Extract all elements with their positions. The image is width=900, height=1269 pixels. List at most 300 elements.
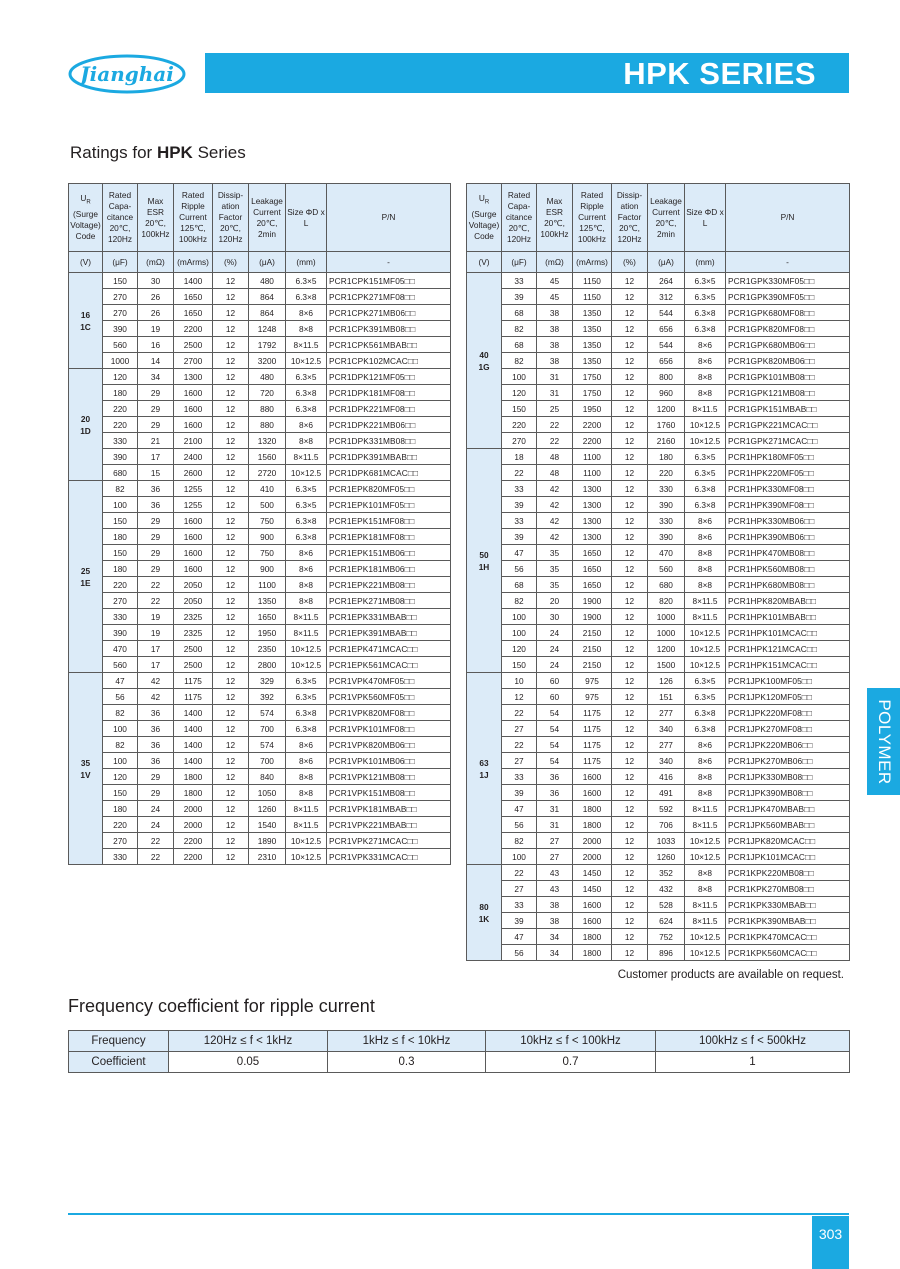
- header-max-esr: Max ESR 20℃, 100kHz: [537, 184, 573, 252]
- df-cell: 12: [612, 481, 648, 497]
- df-cell: 12: [213, 273, 249, 289]
- leakage-cell: 864: [249, 289, 286, 305]
- header-row: [467, 184, 850, 252]
- ripple-cell: 2150: [573, 657, 612, 673]
- size-cell: 8×8: [286, 577, 327, 593]
- size-cell: 10×12.5: [685, 945, 726, 961]
- voltage-value: 63: [479, 757, 489, 768]
- esr-cell: 35: [537, 545, 573, 561]
- leakage-cell: 1050: [249, 785, 286, 801]
- voltage-group: [467, 673, 502, 865]
- voltage-value: 80: [479, 901, 489, 912]
- part-number-cell: PCR1CPK271MF08□□: [327, 289, 451, 305]
- capacitance-cell: 27: [502, 753, 537, 769]
- part-number-cell: PCR1HPK560MB08□□: [726, 561, 850, 577]
- size-cell: 8×6: [286, 753, 327, 769]
- ripple-cell: 1650: [573, 561, 612, 577]
- leakage-cell: 896: [648, 945, 685, 961]
- leakage-cell: 340: [648, 753, 685, 769]
- leakage-cell: 560: [648, 561, 685, 577]
- esr-cell: 38: [537, 337, 573, 353]
- capacitance-cell: 220: [502, 417, 537, 433]
- table-row: [69, 577, 451, 593]
- coefficient-label: Coefficient: [69, 1052, 169, 1073]
- esr-cell: 21: [138, 433, 174, 449]
- leakage-cell: 1200: [648, 641, 685, 657]
- df-cell: 12: [612, 433, 648, 449]
- size-cell: 8×11.5: [685, 401, 726, 417]
- capacitance-cell: 68: [502, 305, 537, 321]
- part-number-cell: PCR1JPK390MB08□□: [726, 785, 850, 801]
- size-cell: 6.3×8: [685, 497, 726, 513]
- unit-cell: (μF): [103, 252, 138, 273]
- ripple-cell: 2200: [573, 433, 612, 449]
- side-tab-label: POLYMER: [875, 698, 894, 785]
- leakage-cell: 752: [648, 929, 685, 945]
- table-row: [467, 513, 850, 529]
- ripple-cell: 975: [573, 673, 612, 689]
- capacitance-cell: 150: [502, 657, 537, 673]
- ripple-cell: 1300: [573, 497, 612, 513]
- df-cell: 12: [213, 705, 249, 721]
- size-cell: 8×6: [286, 737, 327, 753]
- header-rated-voltage: $U_R$ (Surge Voltage) Code: [467, 184, 502, 252]
- size-cell: 6.3×5: [286, 497, 327, 513]
- leakage-cell: 900: [249, 529, 286, 545]
- size-cell: 8×8: [685, 785, 726, 801]
- leakage-cell: 2800: [249, 657, 286, 673]
- leakage-cell: 340: [648, 721, 685, 737]
- part-number-cell: PCR1HPK180MF05□□: [726, 449, 850, 465]
- leakage-cell: 500: [249, 497, 286, 513]
- esr-cell: 29: [138, 401, 174, 417]
- part-number-cell: PCR1DPK391MBAB□□: [327, 449, 451, 465]
- capacitance-cell: 180: [103, 385, 138, 401]
- df-cell: 12: [612, 785, 648, 801]
- size-cell: 10×12.5: [685, 833, 726, 849]
- ripple-cell: 1800: [573, 817, 612, 833]
- esr-cell: 42: [537, 481, 573, 497]
- esr-cell: 38: [537, 913, 573, 929]
- ripple-cell: 2000: [174, 817, 213, 833]
- ripple-cell: 1600: [573, 785, 612, 801]
- leakage-cell: 390: [648, 529, 685, 545]
- size-cell: 6.3×5: [685, 449, 726, 465]
- part-number-cell: PCR1GPK330MF05□□: [726, 273, 850, 289]
- availability-note: Customer products are available on request.: [617, 969, 844, 981]
- table-row: [467, 897, 850, 913]
- table-row: [69, 353, 451, 369]
- header-capacitance: Rated Capa-citance 20℃, 120Hz: [103, 184, 138, 252]
- esr-cell: 29: [138, 417, 174, 433]
- unit-cell: (mArms): [174, 252, 213, 273]
- esr-cell: 31: [537, 369, 573, 385]
- frequency-range: 120Hz ≤ f < 1kHz: [169, 1031, 328, 1052]
- df-cell: 12: [213, 769, 249, 785]
- part-number-cell: PCR1JPK470MBAB□□: [726, 801, 850, 817]
- df-cell: 12: [213, 529, 249, 545]
- part-number-cell: PCR1JPK270MB06□□: [726, 753, 850, 769]
- leakage-cell: 410: [249, 481, 286, 497]
- part-number-cell: PCR1HPK820MBAB□□: [726, 593, 850, 609]
- esr-cell: 27: [537, 833, 573, 849]
- esr-cell: 22: [537, 417, 573, 433]
- ripple-cell: 1800: [174, 785, 213, 801]
- capacitance-cell: 82: [103, 481, 138, 497]
- size-cell: 8×11.5: [685, 913, 726, 929]
- header-leakage-current: Leakage Current 20℃, 2min: [249, 184, 286, 252]
- df-cell: 12: [612, 321, 648, 337]
- table-row: [467, 737, 850, 753]
- size-cell: 8×6: [685, 513, 726, 529]
- size-cell: 10×12.5: [685, 433, 726, 449]
- capacitance-cell: 22: [502, 705, 537, 721]
- df-cell: 12: [213, 289, 249, 305]
- esr-cell: 42: [537, 529, 573, 545]
- leakage-cell: 864: [249, 305, 286, 321]
- df-cell: 12: [612, 353, 648, 369]
- ripple-cell: 1300: [573, 513, 612, 529]
- leakage-cell: 329: [249, 673, 286, 689]
- size-cell: 8×8: [286, 785, 327, 801]
- df-cell: 12: [612, 833, 648, 849]
- size-cell: 8×11.5: [685, 801, 726, 817]
- leakage-cell: 840: [249, 769, 286, 785]
- esr-cell: 26: [138, 305, 174, 321]
- esr-cell: 34: [537, 929, 573, 945]
- leakage-cell: 1260: [648, 849, 685, 865]
- leakage-cell: 700: [249, 753, 286, 769]
- esr-cell: 29: [138, 529, 174, 545]
- part-number-cell: PCR1GPK390MF05□□: [726, 289, 850, 305]
- frequency-row: [69, 1031, 850, 1052]
- leakage-cell: 528: [648, 897, 685, 913]
- capacitance-cell: 270: [103, 305, 138, 321]
- table-row: [467, 801, 850, 817]
- esr-cell: 34: [138, 369, 174, 385]
- unit-cell: (%): [213, 252, 249, 273]
- leakage-cell: 656: [648, 321, 685, 337]
- size-cell: 6.3×8: [286, 385, 327, 401]
- part-number-cell: PCR1CPK151MF05□□: [327, 273, 451, 289]
- part-number-cell: PCR1VPK101MF08□□: [327, 721, 451, 737]
- leakage-cell: 1560: [249, 449, 286, 465]
- unit-cell: (μA): [249, 252, 286, 273]
- leakage-cell: 1248: [249, 321, 286, 337]
- capacitance-cell: 33: [502, 481, 537, 497]
- df-cell: 12: [612, 753, 648, 769]
- part-number-cell: PCR1HPK680MB08□□: [726, 577, 850, 593]
- ripple-cell: 1650: [573, 577, 612, 593]
- capacitance-cell: 100: [502, 625, 537, 641]
- table-row: [467, 465, 850, 481]
- capacitance-cell: 39: [502, 785, 537, 801]
- df-cell: 12: [612, 945, 648, 961]
- df-cell: 12: [213, 673, 249, 689]
- table-row: [467, 385, 850, 401]
- capacitance-cell: 270: [103, 289, 138, 305]
- esr-cell: 38: [537, 897, 573, 913]
- ripple-cell: 1750: [573, 369, 612, 385]
- df-cell: 12: [213, 641, 249, 657]
- esr-cell: 36: [138, 721, 174, 737]
- voltage-code: 1D: [80, 425, 91, 436]
- ripple-cell: 2050: [174, 593, 213, 609]
- df-cell: 12: [213, 737, 249, 753]
- ripple-cell: 2200: [174, 321, 213, 337]
- capacitance-cell: 120: [103, 369, 138, 385]
- capacitance-cell: 270: [502, 433, 537, 449]
- esr-cell: 35: [537, 561, 573, 577]
- coefficient-value: 0.3: [328, 1052, 486, 1073]
- size-cell: 8×8: [685, 545, 726, 561]
- capacitance-cell: 120: [502, 385, 537, 401]
- esr-cell: 17: [138, 641, 174, 657]
- part-number-cell: PCR1DPK221MB06□□: [327, 417, 451, 433]
- df-cell: 12: [612, 545, 648, 561]
- size-cell: 6.3×8: [685, 721, 726, 737]
- capacitance-cell: 100: [103, 753, 138, 769]
- capacitance-cell: 39: [502, 289, 537, 305]
- capacitance-cell: 82: [502, 353, 537, 369]
- ripple-cell: 1300: [174, 369, 213, 385]
- table-row: [69, 321, 451, 337]
- frequency-range: 1kHz ≤ f < 10kHz: [328, 1031, 486, 1052]
- table-row: [467, 785, 850, 801]
- leakage-cell: 880: [249, 417, 286, 433]
- part-number-cell: PCR1DPK181MF08□□: [327, 385, 451, 401]
- esr-cell: 22: [138, 577, 174, 593]
- size-cell: 8×8: [685, 369, 726, 385]
- size-cell: 6.3×8: [286, 705, 327, 721]
- df-cell: 12: [213, 561, 249, 577]
- leakage-cell: 491: [648, 785, 685, 801]
- capacitance-cell: 39: [502, 529, 537, 545]
- part-number-cell: PCR1JPK120MF05□□: [726, 689, 850, 705]
- table-row: [69, 497, 451, 513]
- unit-cell: (mm): [685, 252, 726, 273]
- leakage-cell: 330: [648, 513, 685, 529]
- df-cell: 12: [612, 369, 648, 385]
- part-number-cell: PCR1CPK102MCAC□□: [327, 353, 451, 369]
- leakage-cell: 432: [648, 881, 685, 897]
- esr-cell: 29: [138, 385, 174, 401]
- table-row: [467, 945, 850, 961]
- unit-cell: (mΩ): [537, 252, 573, 273]
- ripple-cell: 1400: [174, 737, 213, 753]
- table-row: [467, 545, 850, 561]
- ripple-cell: 1175: [174, 673, 213, 689]
- part-number-cell: PCR1JPK220MF08□□: [726, 705, 850, 721]
- esr-cell: 22: [138, 849, 174, 865]
- header-dissipation-factor: Dissip-ation Factor 20℃, 120Hz: [612, 184, 648, 252]
- table-row: [467, 929, 850, 945]
- part-number-cell: PCR1GPK101MB08□□: [726, 369, 850, 385]
- esr-cell: 54: [537, 705, 573, 721]
- ripple-cell: 1175: [573, 721, 612, 737]
- df-cell: 12: [213, 337, 249, 353]
- frequency-range: 100kHz ≤ f < 500kHz: [656, 1031, 850, 1052]
- table-row: [69, 305, 451, 321]
- ripple-cell: 2000: [573, 833, 612, 849]
- df-cell: 12: [213, 321, 249, 337]
- table-row: [467, 273, 850, 289]
- part-number-cell: PCR1HPK390MF08□□: [726, 497, 850, 513]
- ripple-cell: 1650: [573, 545, 612, 561]
- size-cell: 6.3×8: [286, 513, 327, 529]
- capacitance-cell: 330: [103, 849, 138, 865]
- capacitance-cell: 220: [103, 417, 138, 433]
- unit-cell: (μA): [648, 252, 685, 273]
- table-row: [467, 625, 850, 641]
- capacitance-cell: 270: [103, 833, 138, 849]
- df-cell: 12: [213, 625, 249, 641]
- capacitance-cell: 220: [103, 817, 138, 833]
- leakage-cell: 900: [249, 561, 286, 577]
- size-cell: 6.3×5: [286, 273, 327, 289]
- size-cell: 8×6: [685, 737, 726, 753]
- esr-cell: 19: [138, 321, 174, 337]
- units-row: [69, 252, 451, 273]
- ripple-cell: 1175: [573, 705, 612, 721]
- leakage-cell: 960: [648, 385, 685, 401]
- capacitance-cell: 68: [502, 577, 537, 593]
- table-row: [69, 545, 451, 561]
- part-number-cell: PCR1GPK271MCAC□□: [726, 433, 850, 449]
- ripple-cell: 2000: [573, 849, 612, 865]
- coefficient-row: [69, 1052, 850, 1073]
- part-number-cell: PCR1HPK220MF05□□: [726, 465, 850, 481]
- leakage-cell: 544: [648, 337, 685, 353]
- table-row: [467, 561, 850, 577]
- capacitance-cell: 33: [502, 273, 537, 289]
- df-cell: 12: [213, 785, 249, 801]
- size-cell: 8×11.5: [286, 817, 327, 833]
- capacitance-cell: 390: [103, 449, 138, 465]
- part-number-cell: PCR1VPK221MBAB□□: [327, 817, 451, 833]
- capacitance-cell: 150: [103, 785, 138, 801]
- size-cell: 6.3×5: [685, 289, 726, 305]
- table-row: [69, 785, 451, 801]
- df-cell: 12: [612, 401, 648, 417]
- ripple-cell: 1800: [573, 945, 612, 961]
- ripple-cell: 2600: [174, 465, 213, 481]
- esr-cell: 36: [138, 737, 174, 753]
- table-row: [69, 673, 451, 689]
- table-row: [69, 641, 451, 657]
- size-cell: 6.3×5: [685, 273, 726, 289]
- leakage-cell: 220: [648, 465, 685, 481]
- leakage-cell: 416: [648, 769, 685, 785]
- size-cell: 6.3×5: [286, 481, 327, 497]
- voltage-value: 25: [80, 565, 91, 576]
- esr-cell: 45: [537, 273, 573, 289]
- df-cell: 12: [213, 449, 249, 465]
- ripple-cell: 1450: [573, 881, 612, 897]
- df-cell: 12: [213, 817, 249, 833]
- part-number-cell: PCR1DPK221MF08□□: [327, 401, 451, 417]
- ripple-cell: 2325: [174, 609, 213, 625]
- ripple-cell: 2100: [174, 433, 213, 449]
- series-header: [205, 53, 849, 93]
- capacitance-cell: 560: [103, 657, 138, 673]
- esr-cell: 29: [138, 561, 174, 577]
- table-row: [69, 849, 451, 865]
- voltage-value: 50: [479, 549, 489, 560]
- part-number-cell: PCR1EPK271MB08□□: [327, 593, 451, 609]
- ripple-cell: 1175: [174, 689, 213, 705]
- size-cell: 10×12.5: [685, 417, 726, 433]
- df-cell: 12: [213, 801, 249, 817]
- esr-cell: 42: [138, 689, 174, 705]
- table-row: [69, 385, 451, 401]
- esr-cell: 36: [537, 785, 573, 801]
- table-row: [467, 641, 850, 657]
- ripple-cell: 2500: [174, 641, 213, 657]
- coefficient-value: 1: [656, 1052, 850, 1073]
- capacitance-cell: 18: [502, 449, 537, 465]
- leakage-cell: 544: [648, 305, 685, 321]
- table-row: [467, 657, 850, 673]
- table-row: [467, 353, 850, 369]
- df-cell: 12: [213, 401, 249, 417]
- df-cell: 12: [612, 449, 648, 465]
- size-cell: 8×8: [286, 593, 327, 609]
- part-number-cell: PCR1VPK101MB06□□: [327, 753, 451, 769]
- polymer-side-tab: [867, 688, 900, 795]
- esr-cell: 31: [537, 385, 573, 401]
- df-cell: 12: [612, 897, 648, 913]
- capacitance-cell: 56: [502, 817, 537, 833]
- leakage-cell: 1100: [249, 577, 286, 593]
- df-cell: 12: [213, 593, 249, 609]
- header-dissipation-factor: Dissip-ation Factor 20℃, 120Hz: [213, 184, 249, 252]
- unit-cell: -: [726, 252, 850, 273]
- ripple-cell: 1150: [573, 289, 612, 305]
- leakage-cell: 330: [648, 481, 685, 497]
- df-cell: 12: [213, 417, 249, 433]
- size-cell: 8×11.5: [685, 897, 726, 913]
- voltage-code: 1G: [478, 361, 490, 372]
- size-cell: 8×8: [286, 433, 327, 449]
- capacitance-cell: 10: [502, 673, 537, 689]
- table-row: [467, 305, 850, 321]
- voltage-group: [467, 273, 502, 449]
- esr-cell: 30: [537, 609, 573, 625]
- table-row: [467, 497, 850, 513]
- esr-cell: 43: [537, 865, 573, 881]
- leakage-cell: 700: [249, 721, 286, 737]
- df-cell: 12: [213, 369, 249, 385]
- df-cell: 12: [612, 849, 648, 865]
- part-number-cell: PCR1JPK270MF08□□: [726, 721, 850, 737]
- ripple-cell: 2500: [174, 337, 213, 353]
- df-cell: 12: [612, 305, 648, 321]
- part-number-cell: PCR1HPK470MB08□□: [726, 545, 850, 561]
- size-cell: 6.3×8: [286, 529, 327, 545]
- capacitance-cell: 47: [502, 801, 537, 817]
- voltage-group: [467, 449, 502, 673]
- df-cell: 12: [612, 865, 648, 881]
- esr-cell: 36: [138, 481, 174, 497]
- part-number-cell: PCR1KPK330MBAB□□: [726, 897, 850, 913]
- leakage-cell: 126: [648, 673, 685, 689]
- esr-cell: 14: [138, 353, 174, 369]
- table-row: [69, 273, 451, 289]
- part-number-cell: PCR1GPK680MB06□□: [726, 337, 850, 353]
- size-cell: 6.3×8: [286, 289, 327, 305]
- leakage-cell: 1650: [249, 609, 286, 625]
